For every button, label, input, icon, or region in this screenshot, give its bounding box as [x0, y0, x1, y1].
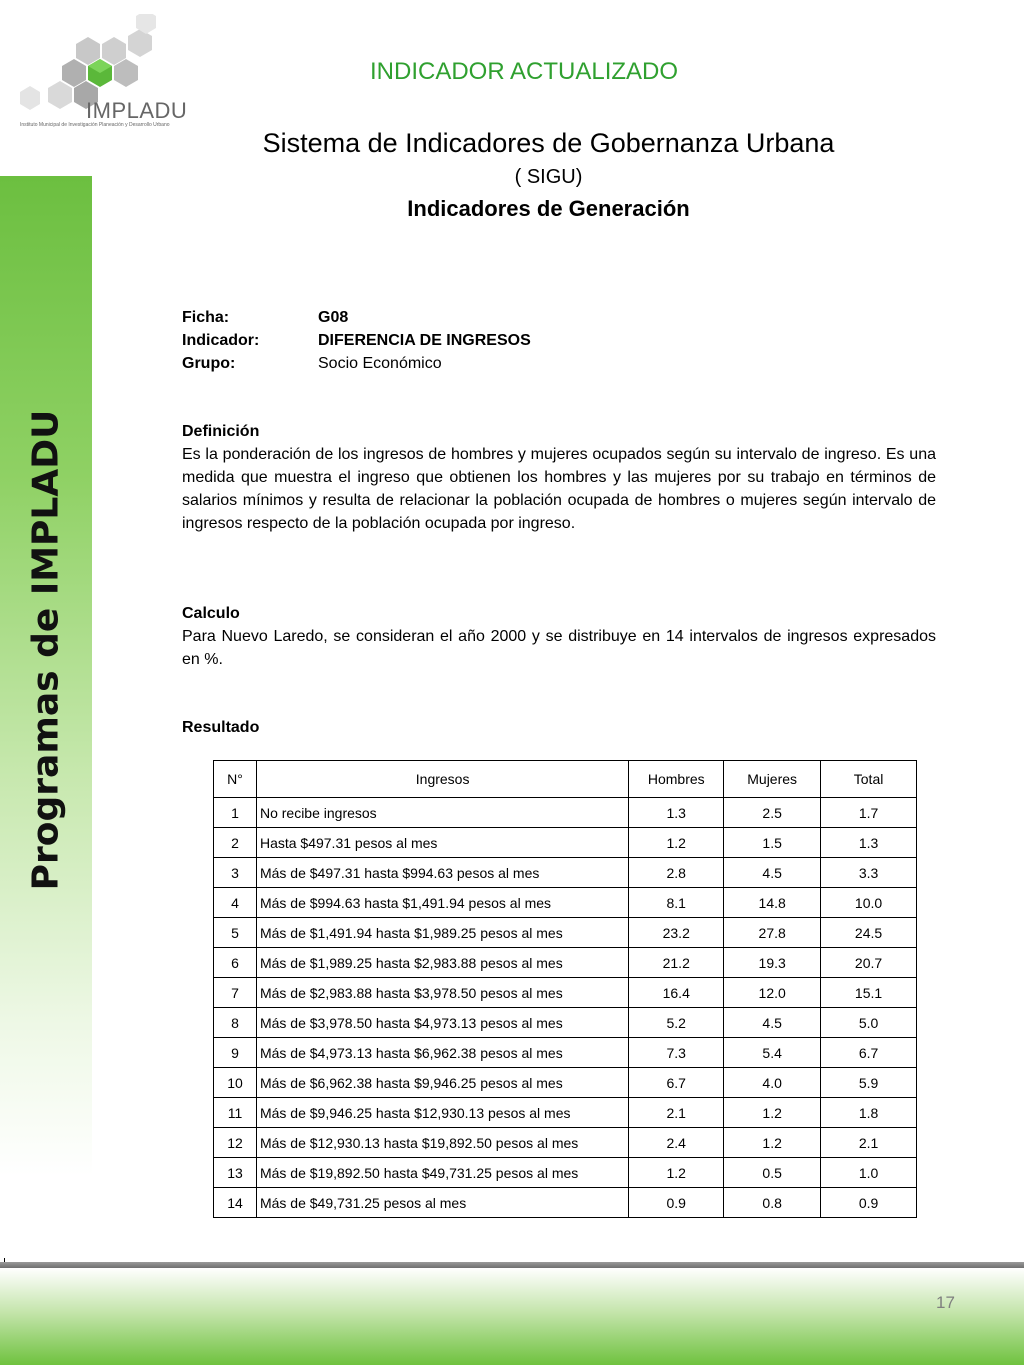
- cell-number: 3: [214, 858, 257, 888]
- table-row: [214, 1068, 917, 1098]
- cell-hombres: 23.2: [629, 918, 724, 948]
- table-row: [214, 1038, 917, 1068]
- cell-number: 9: [214, 1038, 257, 1068]
- cell-total: 15.1: [821, 978, 917, 1008]
- ficha-row: [182, 306, 531, 329]
- cell-ingresos: Más de $994.63 hasta $1,491.94 pesos al mes: [256, 888, 628, 918]
- cell-number: 7: [214, 978, 257, 1008]
- cell-total: 20.7: [821, 948, 917, 978]
- cell-number: 2: [214, 828, 257, 858]
- cell-ingresos: Más de $4,973.13 hasta $6,962.38 pesos al mes: [256, 1038, 628, 1068]
- section-title: Indicadores de Generación: [407, 196, 690, 221]
- cell-mujeres: 12.0: [724, 978, 821, 1008]
- cell-total: 5.0: [821, 1008, 917, 1038]
- cell-hombres: 1.2: [629, 1158, 724, 1188]
- cell-ingresos: Más de $49,731.25 pesos al mes: [256, 1188, 628, 1218]
- header-hombres: Hombres: [629, 761, 724, 798]
- grupo-row: [182, 352, 531, 375]
- cell-hombres: 1.3: [629, 798, 724, 828]
- cell-mujeres: 4.5: [724, 858, 821, 888]
- cell-mujeres: 14.8: [724, 888, 821, 918]
- cell-hombres: 16.4: [629, 978, 724, 1008]
- calculo-text: Para Nuevo Laredo, se consideran el año 2000 y se distribuye en 14 intervalos de ingresos expresados en %.: [182, 628, 936, 668]
- cell-ingresos: Más de $2,983.88 hasta $3,978.50 pesos al mes: [256, 978, 628, 1008]
- cell-mujeres: 19.3: [724, 948, 821, 978]
- indicador-row: [182, 329, 531, 352]
- side-vertical-title: Programas de IMPLADU: [25, 409, 67, 891]
- table-body: [214, 798, 917, 1218]
- table-row: [214, 828, 917, 858]
- page-title: Sistema de Indicadores de Gobernanza Urbana: [262, 128, 835, 158]
- cell-ingresos: Más de $1,989.25 hasta $2,983.88 pesos al mes: [256, 948, 628, 978]
- calculo-section: [182, 602, 936, 671]
- cell-total: 3.3: [821, 858, 917, 888]
- definicion-text: Es la ponderación de los ingresos de hombres y mujeres ocupados según su intervalo de ingreso. Es una medida que muestra el ingreso que obtienen los hombres y las mujeres por su trabajo en términos de salarios mínimos y resulta de relacionar la población ocupada de hombres o mujeres según intervalo de ingresos respecto de la población ocupada por ingreso.: [182, 446, 936, 532]
- cell-mujeres: 1.5: [724, 828, 821, 858]
- cell-total: 6.7: [821, 1038, 917, 1068]
- cell-number: 10: [214, 1068, 257, 1098]
- cell-ingresos: Más de $3,978.50 hasta $4,973.13 pesos al mes: [256, 1008, 628, 1038]
- cell-ingresos: Más de $9,946.25 hasta $12,930.13 pesos al mes: [256, 1098, 628, 1128]
- cell-ingresos: Más de $12,930.13 hasta $19,892.50 pesos al mes: [256, 1128, 628, 1158]
- cell-hombres: 2.1: [629, 1098, 724, 1128]
- cell-total: 1.0: [821, 1158, 917, 1188]
- indicador-value: DIFERENCIA DE INGRESOS: [318, 332, 531, 349]
- table-row: [214, 948, 917, 978]
- cell-mujeres: 1.2: [724, 1098, 821, 1128]
- calculo-heading: Calculo: [182, 605, 240, 622]
- logo-name: IMPLADU: [86, 98, 188, 123]
- cell-number: 5: [214, 918, 257, 948]
- grupo-value: Socio Económico: [318, 355, 442, 372]
- cell-mujeres: 1.2: [724, 1128, 821, 1158]
- cell-total: 24.5: [821, 918, 917, 948]
- table-row: [214, 1098, 917, 1128]
- header-mujeres: Mujeres: [724, 761, 821, 798]
- ficha-block: [182, 306, 531, 375]
- cell-hombres: 0.9: [629, 1188, 724, 1218]
- cell-ingresos: Más de $497.31 hasta $994.63 pesos al mes: [256, 858, 628, 888]
- table-row: [214, 798, 917, 828]
- cell-ingresos: No recibe ingresos: [256, 798, 628, 828]
- table-header-row: [214, 761, 917, 798]
- cell-total: 10.0: [821, 888, 917, 918]
- cell-number: 11: [214, 1098, 257, 1128]
- cell-mujeres: 0.5: [724, 1158, 821, 1188]
- cell-hombres: 21.2: [629, 948, 724, 978]
- page-number: 17: [936, 1293, 955, 1312]
- ficha-value: G08: [318, 309, 349, 326]
- cell-ingresos: Más de $6,962.38 hasta $9,946.25 pesos al mes: [256, 1068, 628, 1098]
- cell-ingresos: Más de $19,892.50 hasta $49,731.25 pesos al mes: [256, 1158, 628, 1188]
- cell-total: 1.3: [821, 828, 917, 858]
- results-table: [213, 760, 917, 1218]
- resultado-heading: Resultado: [182, 719, 260, 736]
- table-row: [214, 1188, 917, 1218]
- cell-total: 2.1: [821, 1128, 917, 1158]
- table-row: [214, 1128, 917, 1158]
- cell-total: 5.9: [821, 1068, 917, 1098]
- cell-mujeres: 4.5: [724, 1008, 821, 1038]
- definicion-heading: Definición: [182, 423, 260, 440]
- cell-number: 1: [214, 798, 257, 828]
- grupo-label: Grupo:: [182, 355, 236, 372]
- cell-mujeres: 27.8: [724, 918, 821, 948]
- cell-hombres: 6.7: [629, 1068, 724, 1098]
- cell-hombres: 5.2: [629, 1008, 724, 1038]
- indicador-label: Indicador:: [182, 332, 260, 349]
- header-total: Total: [821, 761, 917, 798]
- cell-total: 1.8: [821, 1098, 917, 1128]
- cell-mujeres: 5.4: [724, 1038, 821, 1068]
- table-row: [214, 1008, 917, 1038]
- page-subtitle: ( SIGU): [514, 166, 583, 188]
- cell-number: 6: [214, 948, 257, 978]
- ficha-label: Ficha:: [182, 309, 230, 326]
- cell-mujeres: 0.8: [724, 1188, 821, 1218]
- cell-ingresos: Hasta $497.31 pesos al mes: [256, 828, 628, 858]
- cell-hombres: 8.1: [629, 888, 724, 918]
- indicator-status-label: INDICADOR ACTUALIZADO: [370, 58, 679, 85]
- resultado-section: [182, 716, 936, 739]
- cell-mujeres: 2.5: [724, 798, 821, 828]
- logo-subtitle: Instituto Municipal de Investigación Planeación y Desarrollo Urbano: [20, 122, 170, 128]
- table-row: [214, 1158, 917, 1188]
- footer-band: [0, 1268, 1024, 1365]
- header-ingresos: Ingresos: [256, 761, 628, 798]
- cell-hombres: 7.3: [629, 1038, 724, 1068]
- cell-hombres: 1.2: [629, 828, 724, 858]
- cell-number: 4: [214, 888, 257, 918]
- cell-number: 13: [214, 1158, 257, 1188]
- table-row: [214, 978, 917, 1008]
- cell-number: 12: [214, 1128, 257, 1158]
- cell-ingresos: Más de $1,491.94 hasta $1,989.25 pesos al mes: [256, 918, 628, 948]
- header-number: N°: [214, 761, 257, 798]
- table-row: [214, 858, 917, 888]
- cell-hombres: 2.4: [629, 1128, 724, 1158]
- cell-number: 14: [214, 1188, 257, 1218]
- table-row: [214, 918, 917, 948]
- cell-total: 1.7: [821, 798, 917, 828]
- cell-mujeres: 4.0: [724, 1068, 821, 1098]
- table-row: [214, 888, 917, 918]
- cell-hombres: 2.8: [629, 858, 724, 888]
- definicion-section: [182, 420, 936, 535]
- cell-total: 0.9: [821, 1188, 917, 1218]
- cell-number: 8: [214, 1008, 257, 1038]
